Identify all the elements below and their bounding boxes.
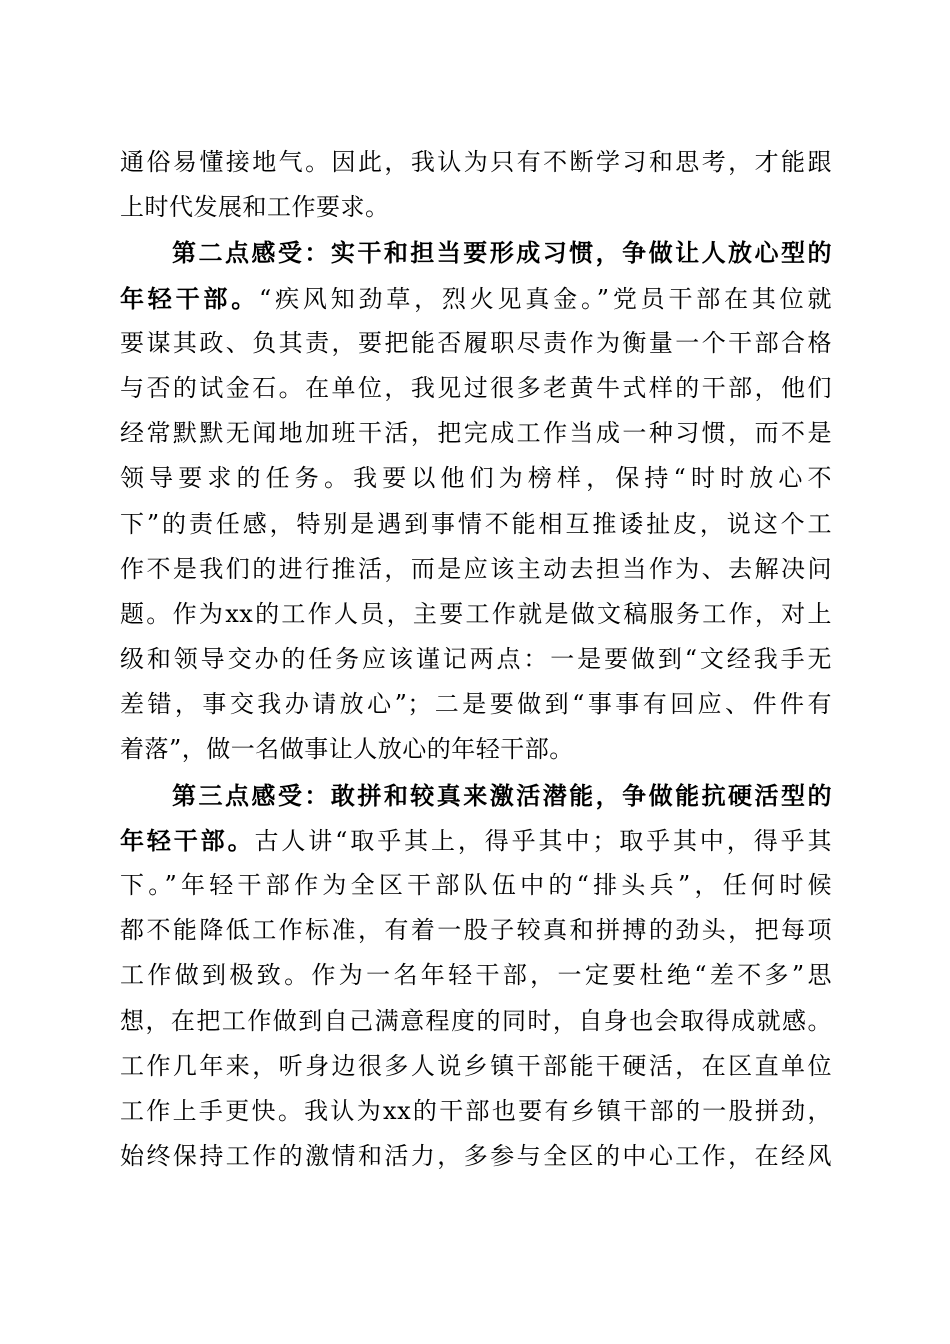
line-text: 都不能降低工作标准，有着一股子较真和拼搏的劲头，把每项 [120, 916, 832, 945]
line-text: 工作上手更快。我认为xx的干部也要有乡镇干部的一股拼劲， [120, 1096, 832, 1125]
section-heading-text: 第三点感受：敢拼和较真来激活潜能，争做能抗硬活型的 [172, 780, 832, 810]
text-line [120, 637, 832, 682]
line-text: 着落”，做一名做事让人放心的年轻干部。 [120, 735, 574, 764]
line-text: 想，在把工作做到自己满意程度的同时，自身也会取得成就感。 [120, 1006, 832, 1035]
line-text: 工作几年来，听身边很多人说乡镇干部能干硬活，在区直单位 [120, 1051, 832, 1080]
text-line [120, 321, 832, 366]
line-text: 作不是我们的进行推活，而是应该主动去担当作为、去解决问 [120, 554, 832, 583]
text-line [120, 276, 832, 321]
text-line [120, 185, 832, 230]
line-text: 古人讲“取乎其上，得乎其中；取乎其中，得乎其 [254, 826, 832, 855]
text-line [120, 592, 832, 637]
text-line [120, 999, 832, 1044]
text-line [120, 456, 832, 501]
section-heading-line [120, 230, 832, 275]
section-heading-text: 年轻干部。 [120, 825, 255, 855]
line-text: 经常默默无闻地加班干活，把完成工作当成一种习惯，而不是 [120, 419, 832, 448]
text-line [120, 818, 832, 863]
text-line [120, 547, 832, 592]
line-text: 与否的试金石。在单位，我见过很多老黄牛式样的干部，他们 [120, 373, 832, 402]
text-line [120, 366, 832, 411]
line-text: 题。作为xx的工作人员，主要工作就是做文稿服务工作，对上 [120, 599, 832, 628]
body-text [120, 140, 832, 1179]
line-text: 要谋其政、负其责，要把能否履职尽责作为衡量一个干部合格 [120, 328, 832, 357]
text-line [120, 140, 832, 185]
line-text: 下。”年轻干部作为全区干部队伍中的“排头兵”，任何时候 [120, 871, 832, 899]
section-heading-text: 第二点感受：实干和担当要形成习惯，争做让人放心型的 [172, 238, 832, 268]
text-line [120, 863, 832, 908]
line-text: 通俗易懂接地气。因此，我认为只有不断学习和思考，才能跟 [120, 148, 832, 176]
text-line [120, 908, 832, 953]
text-line [120, 1044, 832, 1089]
text-line [120, 411, 832, 456]
text-line [120, 682, 832, 727]
text-line [120, 727, 832, 772]
line-text: 级和领导交办的任务应该谨记两点：一是要做到“文经我手无 [120, 645, 832, 674]
text-line [120, 1134, 832, 1179]
line-text: 下”的责任感，特别是遇到事情不能相互推诿扯皮，说这个工 [120, 509, 832, 538]
text-line [120, 502, 832, 547]
line-text: 工作做到极致。作为一名年轻干部，一定要杜绝“差不多”思 [120, 961, 832, 990]
line-text: 差错，事交我办请放心”；二是要做到“事事有回应、件件有 [120, 690, 832, 719]
line-text: 上时代发展和工作要求。 [120, 193, 390, 222]
line-text: “疾风知劲草，烈火见真金。”党员干部在其位就 [259, 284, 832, 313]
line-text: 始终保持工作的激情和活力，多参与全区的中心工作，在经风 [120, 1142, 832, 1171]
text-line [120, 1089, 832, 1134]
section-heading-text: 年轻干部。 [120, 283, 260, 313]
section-heading-line [120, 773, 832, 818]
text-line [120, 953, 832, 998]
line-text: 领导要求的任务。我要以他们为榜样，保持“时时放心不 [120, 464, 832, 493]
